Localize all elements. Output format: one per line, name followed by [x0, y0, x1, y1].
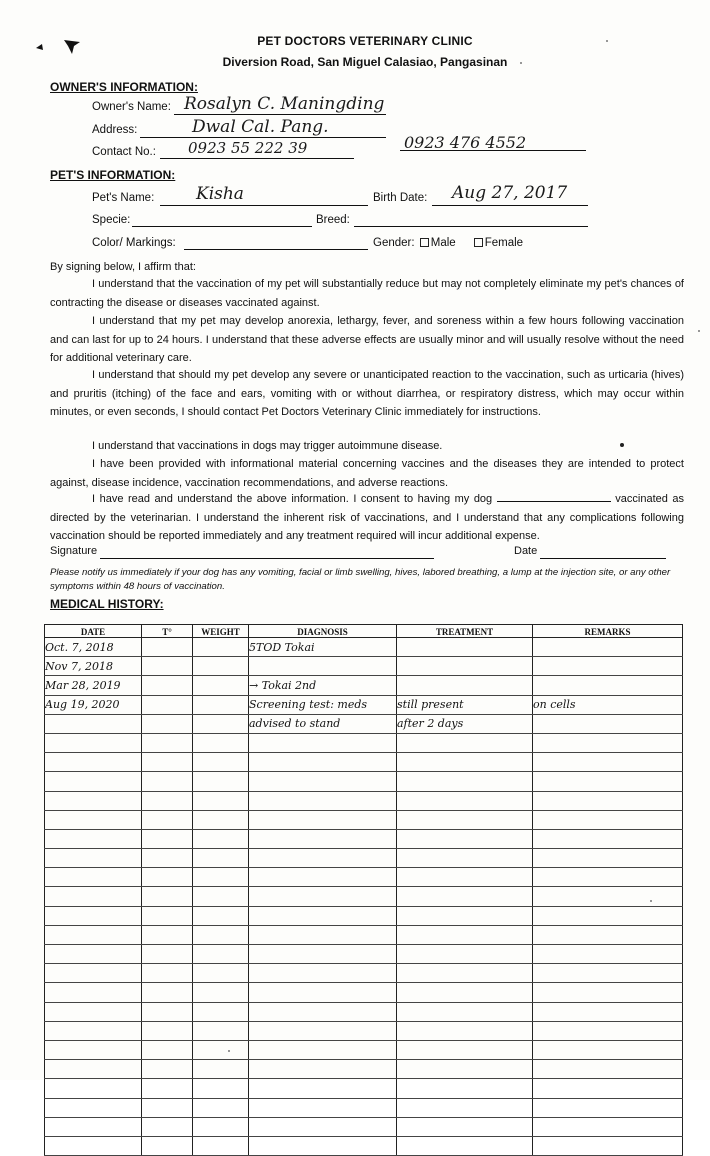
- cell-diagnosis[interactable]: [249, 945, 397, 964]
- consent-paragraph-4: [50, 437, 684, 456]
- owner-name-label: Owner's Name:: [92, 101, 171, 113]
- table-row: [45, 1040, 683, 1059]
- cell-remarks[interactable]: [533, 753, 683, 772]
- cell-temperature[interactable]: [142, 983, 193, 1002]
- cell-treatment[interactable]: [397, 733, 533, 752]
- cell-date[interactable]: [45, 887, 142, 906]
- cell-treatment[interactable]: [397, 1040, 533, 1059]
- cell-remarks[interactable]: [533, 849, 683, 868]
- cell-diagnosis[interactable]: [249, 1060, 397, 1079]
- table-row: [45, 753, 683, 772]
- table-row: [45, 1136, 683, 1155]
- cell-treatment[interactable]: [397, 849, 533, 868]
- dog-name-blank[interactable]: [497, 491, 611, 502]
- table-row: [45, 638, 683, 657]
- cell-temperature[interactable]: [142, 1002, 193, 1021]
- cell-temperature[interactable]: [142, 1079, 193, 1098]
- cell-remarks[interactable]: [533, 733, 683, 752]
- cell-weight[interactable]: [193, 868, 249, 887]
- cell-remarks[interactable]: [533, 810, 683, 829]
- specie-label: Specie:: [92, 214, 131, 226]
- cell-weight[interactable]: [193, 638, 249, 657]
- table-row: [45, 1021, 683, 1040]
- cell-temperature[interactable]: [142, 925, 193, 944]
- cell-weight[interactable]: [193, 1136, 249, 1155]
- cell-diagnosis[interactable]: [249, 753, 397, 772]
- consent-paragraph-5: [50, 455, 684, 492]
- cell-date[interactable]: [45, 945, 142, 964]
- cell-weight[interactable]: [193, 964, 249, 983]
- consent-paragraph-3: [50, 366, 684, 422]
- cell-weight[interactable]: [193, 791, 249, 810]
- birth-date-line: [432, 205, 588, 206]
- color-markings-label: Color/ Markings:: [92, 237, 176, 249]
- table-row: [45, 945, 683, 964]
- table-row: [45, 829, 683, 848]
- cell-weight[interactable]: [193, 676, 249, 695]
- cell-treatment[interactable]: [397, 791, 533, 810]
- cell-treatment[interactable]: [397, 1021, 533, 1040]
- col-weight: WEIGHT: [193, 625, 249, 638]
- cell-date[interactable]: [45, 983, 142, 1002]
- cell-diagnosis[interactable]: Screening test: meds: [249, 695, 397, 714]
- cell-diagnosis[interactable]: [249, 810, 397, 829]
- cell-temperature[interactable]: [142, 887, 193, 906]
- table-row: [45, 772, 683, 791]
- table-row: [45, 657, 683, 676]
- cell-date[interactable]: Mar 28, 2019: [45, 676, 142, 695]
- cell-treatment[interactable]: [397, 829, 533, 848]
- cell-date[interactable]: [45, 1098, 142, 1117]
- cell-date[interactable]: [45, 925, 142, 944]
- cell-diagnosis[interactable]: [249, 906, 397, 925]
- cell-weight[interactable]: [193, 829, 249, 848]
- cell-date[interactable]: [45, 1021, 142, 1040]
- owner-section-title: OWNER'S INFORMATION:: [50, 80, 198, 94]
- medical-history-table: [44, 624, 683, 1156]
- table-row: [45, 1098, 683, 1117]
- col-temperature: T°: [142, 625, 193, 638]
- cell-remarks[interactable]: [533, 1117, 683, 1136]
- cell-date[interactable]: [45, 1060, 142, 1079]
- cell-remarks[interactable]: [533, 1021, 683, 1040]
- cell-diagnosis[interactable]: [249, 1002, 397, 1021]
- pet-name-label: Pet's Name:: [92, 192, 155, 204]
- table-row: [45, 925, 683, 944]
- specie-line[interactable]: [132, 226, 312, 227]
- contact-line: [160, 158, 354, 159]
- cell-weight[interactable]: [193, 657, 249, 676]
- cell-treatment[interactable]: [397, 945, 533, 964]
- cell-remarks[interactable]: [533, 868, 683, 887]
- cell-temperature[interactable]: [142, 849, 193, 868]
- cell-temperature[interactable]: [142, 1040, 193, 1059]
- cell-remarks[interactable]: [533, 1002, 683, 1021]
- cell-treatment[interactable]: after 2 days: [397, 714, 533, 733]
- table-row: [45, 695, 683, 714]
- signature-line[interactable]: [100, 558, 434, 559]
- cell-temperature[interactable]: [142, 1136, 193, 1155]
- pet-section-title: PET'S INFORMATION:: [50, 168, 176, 182]
- cell-remarks[interactable]: on cells: [533, 695, 683, 714]
- owner-name-value[interactable]: Rosalyn C. Maningding: [184, 94, 385, 114]
- consent-paragraph-6: [50, 490, 684, 546]
- cell-treatment[interactable]: [397, 1098, 533, 1117]
- cell-weight[interactable]: [193, 1079, 249, 1098]
- cell-weight[interactable]: [193, 753, 249, 772]
- signature-label: Signature: [50, 545, 98, 557]
- consent-p5-text: I have been provided with informational material concerning vaccines and the diseases they are intended to protect against, disease incidence, vaccination recommendations, and adverse reactions.: [50, 458, 684, 489]
- cell-date[interactable]: [45, 1136, 142, 1155]
- cell-diagnosis[interactable]: [249, 983, 397, 1002]
- cell-temperature[interactable]: [142, 791, 193, 810]
- cell-treatment[interactable]: still present: [397, 695, 533, 714]
- cell-temperature[interactable]: [142, 1117, 193, 1136]
- cell-diagnosis[interactable]: [249, 733, 397, 752]
- cell-treatment[interactable]: [397, 810, 533, 829]
- cell-temperature[interactable]: [142, 676, 193, 695]
- cell-date[interactable]: [45, 1002, 142, 1021]
- address-label: Address:: [92, 124, 138, 136]
- table-row: [45, 887, 683, 906]
- cell-diagnosis[interactable]: [249, 772, 397, 791]
- cell-diagnosis[interactable]: [249, 829, 397, 848]
- cell-diagnosis[interactable]: [249, 1021, 397, 1040]
- cell-weight[interactable]: [193, 733, 249, 752]
- cell-date[interactable]: [45, 810, 142, 829]
- medical-history-body: [45, 638, 683, 1156]
- table-row: [45, 676, 683, 695]
- cell-weight[interactable]: [193, 1117, 249, 1136]
- cell-diagnosis[interactable]: → Tokai 2nd: [249, 676, 397, 695]
- cell-date[interactable]: [45, 733, 142, 752]
- color-markings-line[interactable]: [184, 249, 368, 250]
- table-row: [45, 810, 683, 829]
- cell-remarks[interactable]: [533, 772, 683, 791]
- address-value[interactable]: Dwal Cal. Pang.: [192, 117, 329, 137]
- cell-remarks[interactable]: [533, 925, 683, 944]
- cell-date[interactable]: [45, 772, 142, 791]
- cell-treatment[interactable]: [397, 676, 533, 695]
- cell-date[interactable]: [45, 714, 142, 733]
- cell-diagnosis[interactable]: [249, 1117, 397, 1136]
- cell-date[interactable]: [45, 868, 142, 887]
- cell-treatment[interactable]: [397, 1060, 533, 1079]
- cell-weight[interactable]: [193, 849, 249, 868]
- cell-date[interactable]: Aug 19, 2020: [45, 695, 142, 714]
- cell-remarks[interactable]: [533, 657, 683, 676]
- col-date: DATE: [45, 625, 142, 638]
- cell-diagnosis[interactable]: [249, 1079, 397, 1098]
- date-line[interactable]: [540, 558, 666, 559]
- table-row: [45, 1079, 683, 1098]
- cell-treatment[interactable]: [397, 1117, 533, 1136]
- cell-weight[interactable]: [193, 1040, 249, 1059]
- cell-diagnosis[interactable]: [249, 1136, 397, 1155]
- cell-temperature[interactable]: [142, 1098, 193, 1117]
- consent-p2-text: I understand that my pet may develop anorexia, lethargy, fever, and soreness within a few hours following vaccination and can last for up to 24 hours. I understand that these adverse effects are usually minor and will usually resolve without the need for additional veterinary care.: [50, 315, 684, 364]
- contact-label: Contact No.:: [92, 146, 156, 158]
- contact-strike-line: [400, 150, 586, 151]
- cell-diagnosis[interactable]: [249, 964, 397, 983]
- cell-date[interactable]: Oct. 7, 2018: [45, 638, 142, 657]
- medical-history-title: MEDICAL HISTORY:: [50, 597, 164, 611]
- cell-temperature[interactable]: [142, 714, 193, 733]
- cell-temperature[interactable]: [142, 829, 193, 848]
- breed-line[interactable]: [354, 226, 588, 227]
- clinic-address: Diversion Road, San Miguel Calasiao, Pangasinan: [222, 55, 508, 69]
- cell-temperature[interactable]: [142, 772, 193, 791]
- cell-treatment[interactable]: [397, 925, 533, 944]
- cell-weight[interactable]: [193, 925, 249, 944]
- cell-remarks[interactable]: [533, 676, 683, 695]
- cell-temperature[interactable]: [142, 733, 193, 752]
- contact-value-1[interactable]: 0923 55 222 39: [188, 139, 308, 157]
- address-line: [140, 137, 386, 138]
- cell-temperature[interactable]: [142, 753, 193, 772]
- cell-remarks[interactable]: [533, 1079, 683, 1098]
- cell-diagnosis[interactable]: [249, 1098, 397, 1117]
- cell-treatment[interactable]: [397, 868, 533, 887]
- cell-treatment[interactable]: [397, 964, 533, 983]
- cell-date[interactable]: [45, 1040, 142, 1059]
- table-row: [45, 964, 683, 983]
- cell-weight[interactable]: [193, 714, 249, 733]
- cell-temperature[interactable]: [142, 1060, 193, 1079]
- cell-remarks[interactable]: [533, 1136, 683, 1155]
- female-checkbox[interactable]: [474, 238, 483, 247]
- owner-name-line: [174, 114, 386, 115]
- cell-temperature[interactable]: [142, 1021, 193, 1040]
- cell-treatment[interactable]: [397, 657, 533, 676]
- consent-p1-text: I understand that the vaccination of my pet will substantially reduce but may not completely eliminate my pet's chances of contracting the disease or diseases vaccinated against.: [50, 278, 684, 309]
- cell-weight[interactable]: [193, 695, 249, 714]
- cell-remarks[interactable]: [533, 829, 683, 848]
- cell-date[interactable]: [45, 1079, 142, 1098]
- cell-weight[interactable]: [193, 1021, 249, 1040]
- cell-treatment[interactable]: [397, 638, 533, 657]
- table-row: [45, 1002, 683, 1021]
- cell-date[interactable]: [45, 906, 142, 925]
- table-row: [45, 1117, 683, 1136]
- cell-date[interactable]: [45, 849, 142, 868]
- table-row: [45, 868, 683, 887]
- pet-name-line: [160, 205, 368, 206]
- consent-p3-text: I understand that should my pet develop any severe or unanticipated reaction to the vaccination, such as urticaria (hives) and pruritis (itching) of the face and ears, vomiting with or without diarrhea, or respiratory distress, which may occur within minutes, or even seconds, I should contact Pet Doctors Veterinary Clinic immediately for instructions.: [50, 369, 684, 418]
- table-row: [45, 983, 683, 1002]
- breed-label: Breed:: [316, 214, 350, 226]
- consent-p6b-text: vaccinated as directed by the veterinarian. I understand the inherent risk of vaccinations, and I understand that any complications following vaccination should be reported immediately and any treatment required will incur additional expense.: [50, 493, 685, 542]
- cell-remarks[interactable]: [533, 1060, 683, 1079]
- cell-diagnosis[interactable]: 5TOD Tokai: [249, 638, 397, 657]
- cell-temperature[interactable]: [142, 964, 193, 983]
- cell-temperature[interactable]: [142, 945, 193, 964]
- col-diagnosis: DIAGNOSIS: [249, 625, 397, 638]
- table-row: [45, 1060, 683, 1079]
- table-row: [45, 733, 683, 752]
- cell-remarks[interactable]: [533, 945, 683, 964]
- table-row: [45, 791, 683, 810]
- cell-remarks[interactable]: [533, 964, 683, 983]
- cell-temperature[interactable]: [142, 638, 193, 657]
- cell-diagnosis[interactable]: [249, 791, 397, 810]
- gender-label: Gender:: [373, 237, 415, 249]
- cell-weight[interactable]: [193, 906, 249, 925]
- cell-weight[interactable]: [193, 772, 249, 791]
- cell-diagnosis[interactable]: [249, 1040, 397, 1059]
- cell-date[interactable]: [45, 829, 142, 848]
- date-label: Date: [514, 545, 538, 557]
- cell-treatment[interactable]: [397, 753, 533, 772]
- col-remarks: REMARKS: [533, 625, 683, 638]
- consent-intro: By signing below, I affirm that:: [50, 261, 196, 273]
- cell-weight[interactable]: [193, 1002, 249, 1021]
- birth-date-label: Birth Date:: [373, 192, 428, 204]
- cell-date[interactable]: [45, 791, 142, 810]
- cell-date[interactable]: [45, 964, 142, 983]
- female-label: Female: [484, 237, 524, 249]
- cell-treatment[interactable]: [397, 772, 533, 791]
- cell-treatment[interactable]: [397, 1136, 533, 1155]
- cell-weight[interactable]: [193, 810, 249, 829]
- cell-temperature[interactable]: [142, 810, 193, 829]
- cell-weight[interactable]: [193, 983, 249, 1002]
- cell-treatment[interactable]: [397, 906, 533, 925]
- cell-treatment[interactable]: [397, 1079, 533, 1098]
- cell-date[interactable]: Nov 7, 2018: [45, 657, 142, 676]
- cell-remarks[interactable]: [533, 906, 683, 925]
- cell-diagnosis[interactable]: [249, 925, 397, 944]
- cell-remarks[interactable]: [533, 887, 683, 906]
- cell-diagnosis[interactable]: [249, 868, 397, 887]
- notify-notice: Please notify us immediately if your dog has any vomiting, facial or limb swelling, hives, labored breathing, a lump at the injection site, or any other symptoms within 48 hours of vaccination.: [50, 567, 671, 592]
- contact-value-2[interactable]: 0923 476 4552: [404, 133, 527, 152]
- male-label: Male: [430, 237, 456, 249]
- cell-temperature[interactable]: [142, 906, 193, 925]
- cell-weight[interactable]: [193, 887, 249, 906]
- cell-date[interactable]: [45, 1117, 142, 1136]
- clinic-name: PET DOCTORS VETERINARY CLINIC: [257, 34, 473, 48]
- male-checkbox[interactable]: [420, 238, 429, 247]
- cell-remarks[interactable]: [533, 714, 683, 733]
- cell-remarks[interactable]: [533, 791, 683, 810]
- table-header-row: [45, 625, 683, 638]
- cell-weight[interactable]: [193, 1098, 249, 1117]
- cell-remarks[interactable]: [533, 1040, 683, 1059]
- gender-group: [373, 237, 523, 249]
- cell-remarks[interactable]: [533, 983, 683, 1002]
- consent-p4-text: I understand that vaccinations in dogs may trigger autoimmune disease.: [92, 440, 443, 452]
- table-row: [45, 714, 683, 733]
- cell-treatment[interactable]: [397, 1002, 533, 1021]
- cell-temperature[interactable]: [142, 657, 193, 676]
- cell-date[interactable]: [45, 753, 142, 772]
- cell-temperature[interactable]: [142, 695, 193, 714]
- cell-temperature[interactable]: [142, 868, 193, 887]
- consent-paragraph-1: [50, 275, 684, 312]
- cell-remarks[interactable]: [533, 1098, 683, 1117]
- col-treatment: TREATMENT: [397, 625, 533, 638]
- cell-treatment[interactable]: [397, 983, 533, 1002]
- cell-weight[interactable]: [193, 1060, 249, 1079]
- cell-diagnosis[interactable]: [249, 657, 397, 676]
- consent-p6a-text: I have read and understand the above information. I consent to having my dog: [92, 493, 493, 505]
- cell-diagnosis[interactable]: advised to stand: [249, 714, 397, 733]
- consent-paragraph-2: [50, 312, 684, 368]
- cell-diagnosis[interactable]: [249, 887, 397, 906]
- cell-treatment[interactable]: [397, 887, 533, 906]
- birth-date-value[interactable]: Aug 27, 2017: [452, 183, 568, 203]
- pet-name-value[interactable]: Kisha: [196, 184, 244, 204]
- cell-diagnosis[interactable]: [249, 849, 397, 868]
- table-row: [45, 906, 683, 925]
- cell-remarks[interactable]: [533, 638, 683, 657]
- table-row: [45, 849, 683, 868]
- cell-weight[interactable]: [193, 945, 249, 964]
